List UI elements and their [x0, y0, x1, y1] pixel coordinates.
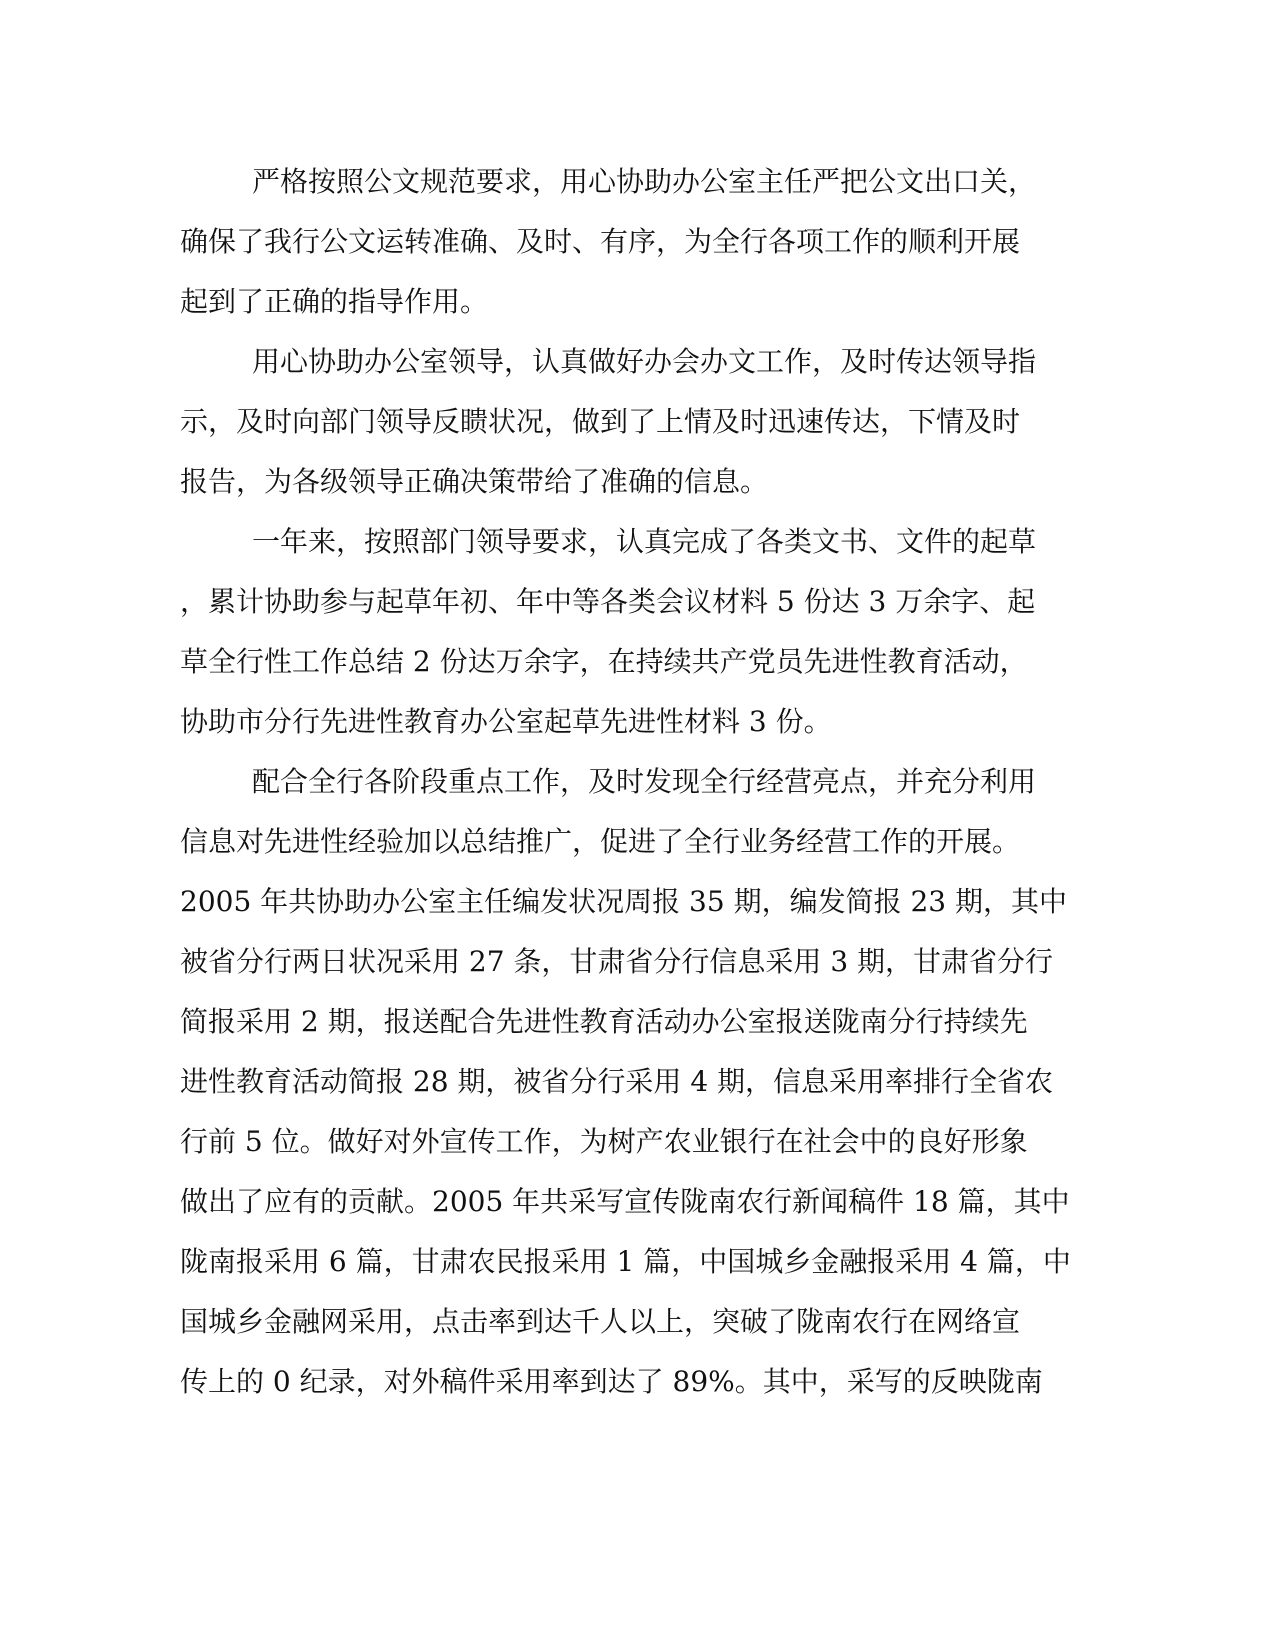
paragraph-3-line-3: 草全行性工作总结 2 份达万余字，在持续共产党员先进性教育活动， — [180, 645, 1028, 678]
document-body — [180, 160, 1071, 1420]
paragraph-1-line-1: 严格按照公文规范要求，用心协助办公室主任严把公文出口关， — [252, 165, 1037, 198]
paragraph-3-line-2: ，累计协助参与起草年初、年中等各类会议材料 5 份达 3 万余字、起 — [180, 585, 1036, 618]
paragraph-4-line-8: 做出了应有的贡献。2005 年共采写宣传陇南农行新闻稿件 18 篇，其中 — [180, 1185, 1070, 1218]
paragraph-4-line-11: 传上的 0 纪录，对外稿件采用率到达了 89%。其中，采写的反映陇南 — [180, 1365, 1043, 1398]
paragraph-4-line-7: 行前 5 位。做好对外宣传工作，为树产农业银行在社会中的良好形象 — [180, 1125, 1028, 1158]
paragraph-2-line-2: 示，及时向部门领导反瞆状况，做到了上情及时迅速传达，下情及时 — [180, 405, 1021, 438]
paragraph-4-line-1: 配合全行各阶段重点工作，及时发现全行经营亮点，并充分利用 — [252, 765, 1037, 798]
paragraph-4-line-9: 陇南报采用 6 篇，甘肃农民报采用 1 篇，中国城乡金融报采用 4 篇，中 — [180, 1245, 1071, 1278]
paragraph-4-line-10: 国城乡金融网采用，点击率到达千人以上，突破了陇南农行在网络宣 — [180, 1305, 1021, 1338]
paragraph-4-line-2: 信息对先进性经验加以总结推广，促进了全行业务经营工作的开展。 — [180, 825, 1021, 858]
paragraph-4-line-3: 2005 年共协助办公室主任编发状况周报 35 期，编发简报 23 期，其中 — [180, 885, 1068, 918]
paragraph-1-line-3: 起到了正确的指导作用。 — [180, 285, 489, 318]
paragraph-2-line-3: 报告，为各级领导正确决策带给了准确的信息。 — [180, 465, 769, 498]
paragraph-3-line-4: 协助市分行先进性教育办公室起草先进性材料 3 份。 — [180, 705, 832, 738]
paragraph-4-line-4: 被省分行两日状况采用 27 条，甘肃省分行信息采用 3 期，甘肃省分行 — [180, 945, 1054, 978]
paragraph-1-line-2: 确保了我行公文运转准确、及时、有序，为全行各项工作的顺利开展 — [180, 225, 1021, 258]
paragraph-4-line-5: 简报采用 2 期，报送配合先进性教育活动办公室报送陇南分行持续先 — [180, 1005, 1028, 1038]
paragraph-2-line-1: 用心协助办公室领导，认真做好办会办文工作，及时传达领导指 — [252, 345, 1037, 378]
paragraph-3-line-1: 一年来，按照部门领导要求，认真完成了各类文书、文件的起草 — [252, 525, 1037, 558]
paragraph-4-line-6: 进性教育活动简报 28 期，被省分行采用 4 期，信息采用率排行全省农 — [180, 1065, 1054, 1098]
